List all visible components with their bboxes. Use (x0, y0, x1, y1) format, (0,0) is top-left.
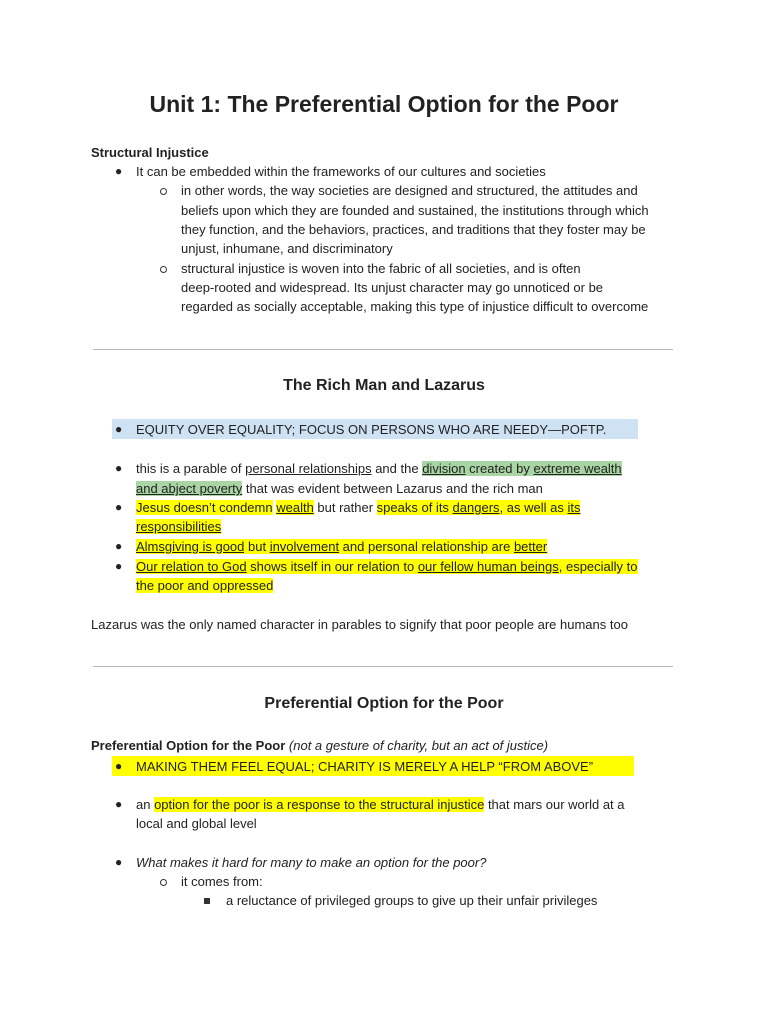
list-item-line (136, 498, 580, 517)
circle-bullet-icon (160, 879, 167, 886)
list-item-line (136, 537, 547, 556)
text-run: speaks of its (376, 500, 453, 515)
list-item-line: regarded as socially acceptable, making this type of injustice difficult to overcome (181, 299, 649, 314)
text-run: personal relationships (245, 461, 372, 476)
text-run: (not a gesture of charity, but an act of justice) (285, 738, 549, 753)
lead-line (91, 736, 548, 755)
text-run: involvement (269, 539, 340, 554)
text-run: , as well as (499, 500, 568, 515)
page-title: Unit 1: The Preferential Option for the Poor (149, 91, 619, 117)
text-run: division (422, 461, 466, 476)
list-item: it comes from: (181, 874, 263, 889)
list-item-line: structural injustice is woven into the fabric of all societies, and is often (181, 261, 581, 276)
section-heading-structural-injustice: Structural Injustice (91, 145, 209, 160)
divider (93, 349, 673, 350)
square-bullet-icon (204, 898, 210, 904)
bullet-icon: ● (115, 559, 123, 573)
bullet-icon: ● (115, 164, 123, 178)
text-run: its (567, 500, 581, 515)
text-run: responsibilities (136, 519, 222, 534)
text-run: and the (371, 461, 423, 476)
text-run: that mars our world at a (484, 797, 625, 812)
text-run: extreme wealth (533, 461, 622, 476)
text-run: our fellow human beings (417, 559, 559, 574)
text-run: the poor and oppressed (136, 578, 274, 593)
bullet-icon: ● (115, 855, 123, 869)
list-item-line: beliefs upon which they are founded and sustained, the institutions through which (181, 203, 649, 218)
text-run: , especially to (558, 559, 638, 574)
bullet-icon: ● (115, 422, 123, 436)
list-item-line (136, 517, 221, 536)
text-run: shows itself in our relation to (246, 559, 418, 574)
list-item: a reluctance of privileged groups to give up their unfair privileges (226, 893, 598, 908)
text-run: but rather (313, 500, 377, 515)
text-run: created by (465, 461, 534, 476)
paragraph: Lazarus was the only named character in parables to signify that poor people are humans too (91, 617, 628, 632)
section-heading-rich-man: The Rich Man and Lazarus (283, 377, 485, 394)
bullet-icon: ● (115, 759, 123, 773)
text-run: Jesus doesn’t condemn (136, 500, 273, 515)
text-run: Our relation to God (136, 559, 247, 574)
text-run: option for the poor is a response to the structural injustice (154, 797, 485, 812)
divider (93, 666, 673, 667)
list-item: What makes it hard for many to make an option for the poor? (136, 855, 487, 870)
list-item: It can be embedded within the frameworks of our cultures and societies (136, 164, 546, 179)
text-run: and abject poverty (136, 481, 243, 496)
list-item-line: unjust, inhumane, and discriminatory (181, 241, 393, 256)
list-item-line (136, 479, 543, 498)
section-heading-preferential-option: Preferential Option for the Poor (264, 695, 504, 712)
text-run: better (513, 539, 548, 554)
list-item: EQUITY OVER EQUALITY; FOCUS ON PERSONS WHO ARE NEEDY—POFTP. (136, 422, 607, 437)
text-run: Almsgiving is good (136, 539, 245, 554)
list-item-line: deep-rooted and widespread. Its unjust character may go unnoticed or be (181, 280, 604, 295)
bullet-icon: ● (115, 500, 123, 514)
bullet-icon: ● (115, 797, 123, 811)
text-run: wealth (276, 500, 314, 515)
list-item-line (136, 795, 625, 814)
list-item-line: local and global level (136, 816, 257, 831)
list-item-line: in other words, the way societies are designed and structured, the attitudes and (181, 183, 638, 198)
list-item-line (136, 459, 622, 478)
text-run: but (244, 539, 270, 554)
list-item-line (136, 576, 273, 595)
text-run: that was evident between Lazarus and the rich man (242, 481, 543, 496)
text-run: dangers (452, 500, 500, 515)
list-item-line: they function, and the behaviors, practices, and traditions that they foster may be (181, 222, 646, 237)
text-run: this is a parable of (136, 461, 246, 476)
circle-bullet-icon (160, 188, 167, 195)
text-run: an (136, 797, 155, 812)
bullet-icon: ● (115, 461, 123, 475)
text-run: Preferential Option for the Poor (91, 738, 286, 753)
circle-bullet-icon (160, 266, 167, 273)
text-run: and personal relationship are (339, 539, 514, 554)
bullet-icon: ● (115, 539, 123, 553)
list-item: MAKING THEM FEEL EQUAL; CHARITY IS MERELY A HELP “FROM ABOVE” (136, 759, 594, 774)
list-item-line (136, 557, 638, 576)
